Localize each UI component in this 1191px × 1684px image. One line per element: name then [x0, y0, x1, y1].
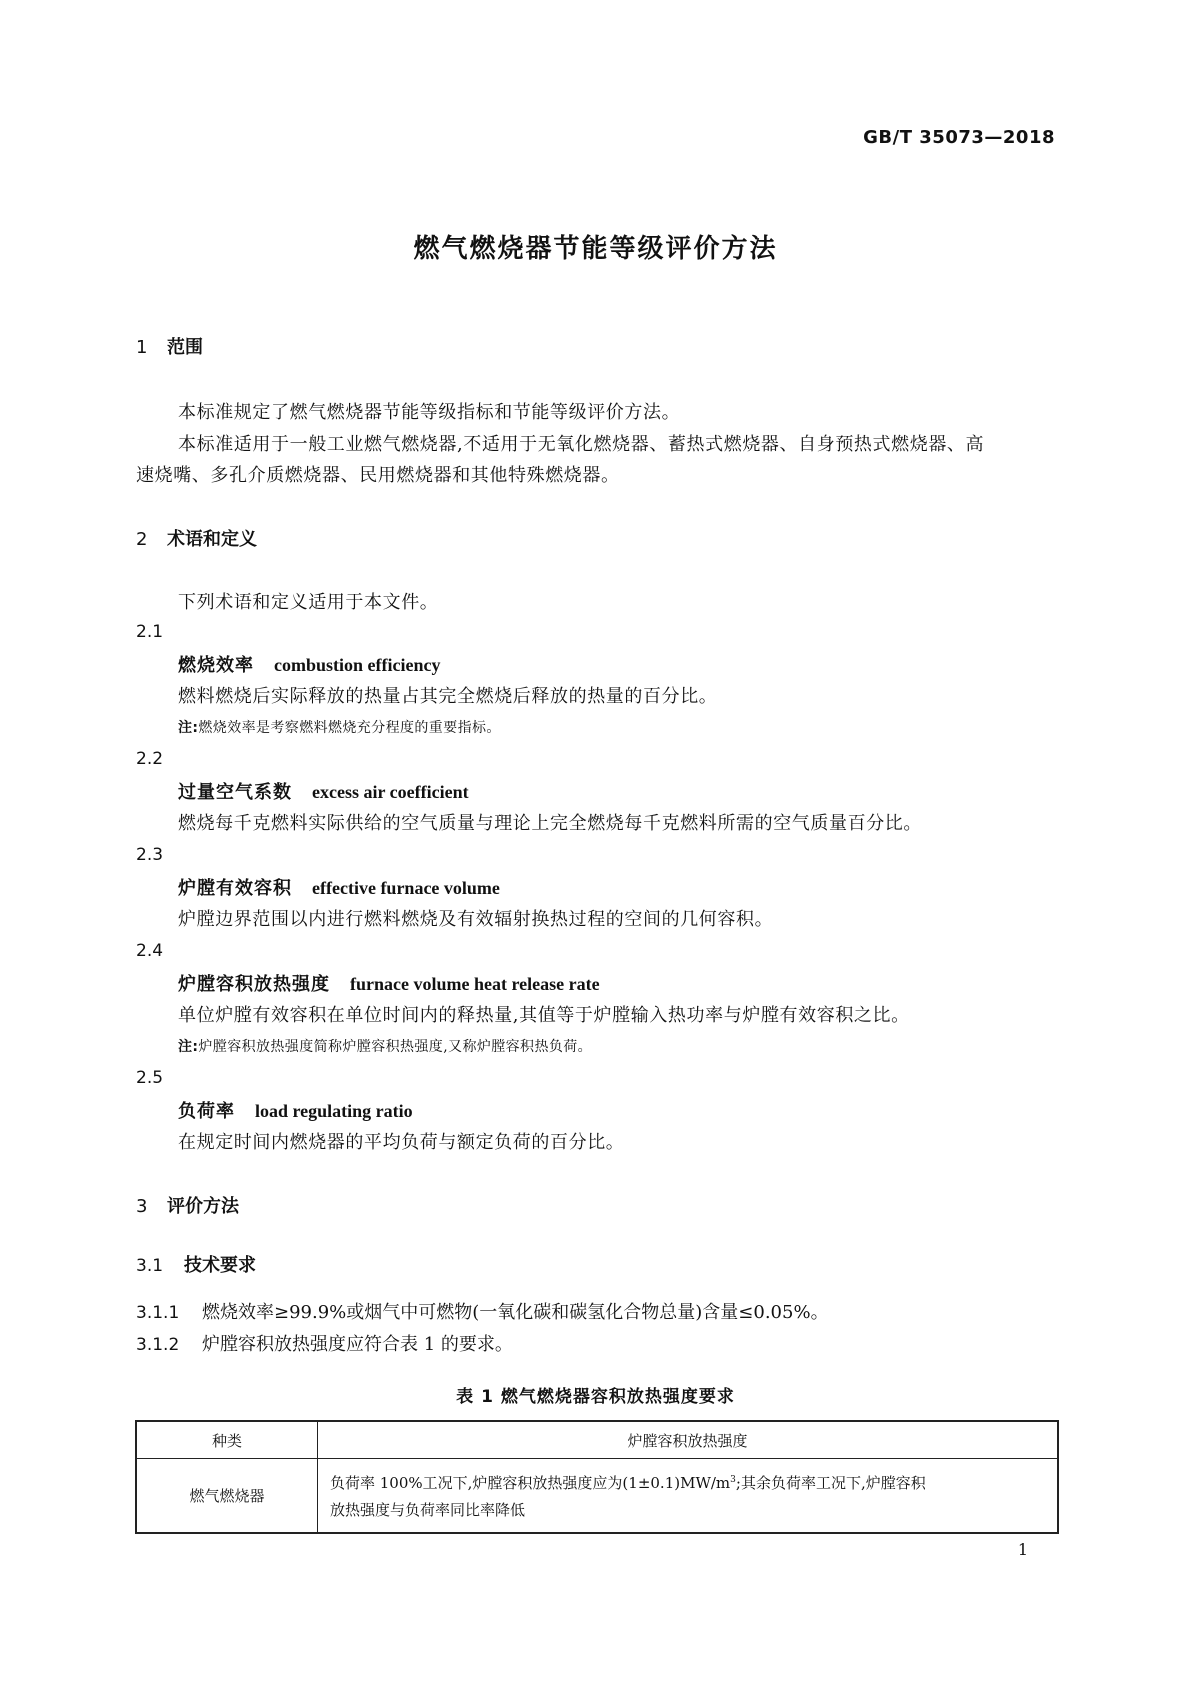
- note-label: 注:: [178, 720, 199, 736]
- term-name: [178, 651, 440, 677]
- subsection-title: 技术要求: [184, 1255, 256, 1276]
- term-name-zh: 炉膛有效容积: [178, 878, 292, 899]
- term-name-en: furnace volume heat release rate: [350, 974, 600, 994]
- clause-text: 炉膛容积放热强度应符合表 1 的要求。: [202, 1334, 513, 1355]
- standard-number: GB/T 35073—2018: [863, 127, 1055, 148]
- subsection-3-1-heading: [136, 1251, 256, 1277]
- scope-paragraph-2-line-1: 本标准适用于一般工业燃气燃烧器,不适用于无氧化燃烧器、蓄热式燃烧器、自身预热式燃烧器、高: [178, 434, 985, 455]
- table-header-row: [136, 1421, 1058, 1459]
- note-text: 炉膛容积放热强度简称炉膛容积热强度,又称炉膛容积热负荷。: [198, 1039, 593, 1055]
- term-name: [178, 874, 500, 900]
- term-definition: 燃烧每千克燃料实际供给的空气质量与理论上完全燃烧每千克燃料所需的空气质量百分比。: [178, 813, 922, 834]
- section-3-heading: [136, 1192, 239, 1218]
- table-cell-description: [318, 1459, 1059, 1534]
- description-part: 负荷率 100%工况下,炉膛容积放热强度应为(1±0.1)MW/m: [330, 1474, 731, 1492]
- subsection-number: 3.1: [136, 1256, 164, 1276]
- section-1-heading: [136, 333, 203, 359]
- section-title: 术语和定义: [167, 529, 257, 550]
- note-label: 注:: [178, 1039, 199, 1055]
- table-header-cell: 炉膛容积放热强度: [318, 1421, 1059, 1459]
- page-number: 1: [1017, 1540, 1028, 1559]
- term-name-en: effective furnace volume: [312, 878, 500, 898]
- term-note: [178, 717, 501, 737]
- term-name: [178, 1097, 413, 1123]
- description-part: ;其余负荷率工况下,炉膛容积: [735, 1474, 926, 1492]
- term-name-en: excess air coefficient: [312, 782, 469, 802]
- scope-paragraph-1: 本标准规定了燃气燃烧器节能等级指标和节能等级评价方法。: [178, 402, 681, 423]
- term-name-en: combustion efficiency: [274, 655, 441, 675]
- term-name: [178, 778, 469, 804]
- clause-text: 燃烧效率≥99.9%或烟气中可燃物(一氧化碳和碳氢化合物总量)含量≤0.05%。: [202, 1302, 829, 1323]
- note-text: 燃烧效率是考察燃料燃烧充分程度的重要指标。: [198, 720, 501, 736]
- term-definition: 炉膛边界范围以内进行燃料燃烧及有效辐射换热过程的空间的几何容积。: [178, 909, 774, 930]
- scope-paragraph-2-line-2: 速烧嘴、多孔介质燃烧器、民用燃烧器和其他特殊燃烧器。: [136, 465, 620, 486]
- table-cell-type: 燃气燃烧器: [136, 1459, 318, 1534]
- term-definition: 单位炉膛有效容积在单位时间内的释热量,其值等于炉膛输入热功率与炉膛有效容积之比。: [178, 1005, 910, 1026]
- section-2-heading: [136, 525, 257, 551]
- term-name-zh: 燃烧效率: [178, 655, 254, 676]
- term-name-zh: 炉膛容积放热强度: [178, 974, 330, 995]
- term-name-en: load regulating ratio: [255, 1101, 413, 1121]
- clause-3-1-1: [136, 1298, 829, 1324]
- document-title: 燃气燃烧器节能等级评价方法: [413, 234, 778, 264]
- terms-intro: 下列术语和定义适用于本文件。: [178, 592, 439, 613]
- term-name-zh: 过量空气系数: [178, 782, 292, 803]
- term-number: 2.4: [136, 941, 164, 961]
- table-caption: 表 1 燃气燃烧器容积放热强度要求: [456, 1387, 735, 1407]
- table-header-cell: 种类: [136, 1421, 318, 1459]
- requirements-table: [135, 1420, 1059, 1534]
- term-number: 2.3: [136, 845, 164, 865]
- section-number: 1: [136, 337, 148, 358]
- section-number: 3: [136, 1196, 148, 1217]
- superscript: 3: [730, 1475, 736, 1485]
- clause-number: 3.1.1: [136, 1303, 180, 1323]
- term-definition: 燃料燃烧后实际释放的热量占其完全燃烧后释放的热量的百分比。: [178, 686, 718, 707]
- term-name-zh: 负荷率: [178, 1101, 235, 1122]
- table-row: [136, 1459, 1058, 1534]
- term-number: 2.1: [136, 622, 164, 642]
- section-number: 2: [136, 529, 148, 550]
- section-title: 范围: [167, 337, 203, 358]
- term-note: [178, 1036, 592, 1056]
- term-definition: 在规定时间内燃烧器的平均负荷与额定负荷的百分比。: [178, 1132, 625, 1153]
- term-name: [178, 970, 600, 996]
- section-title: 评价方法: [167, 1196, 239, 1217]
- clause-3-1-2: [136, 1330, 513, 1356]
- description-part: 放热强度与负荷率同比率降低: [330, 1501, 526, 1519]
- clause-number: 3.1.2: [136, 1335, 180, 1355]
- term-number: 2.2: [136, 749, 164, 769]
- term-number: 2.5: [136, 1068, 164, 1088]
